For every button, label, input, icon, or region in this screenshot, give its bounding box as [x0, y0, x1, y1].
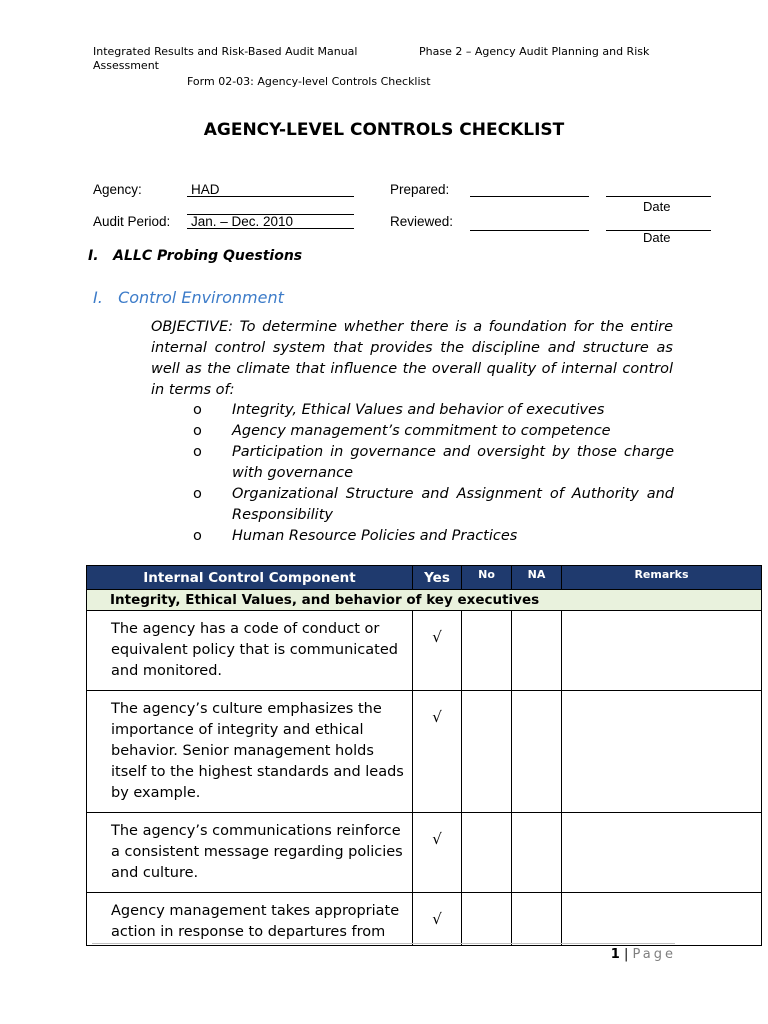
no-checkbox-cell[interactable]: [462, 611, 512, 691]
control-question: The agency’s culture emphasizes the importance of integrity and ethical behavior. Senior management holds itself to the highest standards and leads by example.: [87, 691, 413, 813]
bullet-marker: o: [193, 444, 202, 460]
bullet-marker: o: [193, 402, 202, 418]
footer-divider: [92, 943, 675, 944]
reviewed-label: Reviewed:: [390, 214, 454, 229]
list-item: [190, 421, 674, 442]
control-question: Agency management takes appropriate action in response to departures from: [87, 893, 413, 946]
reviewed-date-field: [606, 216, 711, 231]
na-checkbox-cell[interactable]: [512, 893, 562, 946]
na-checkbox-cell[interactable]: [512, 691, 562, 813]
bullet-marker: o: [193, 486, 202, 502]
prepared-signature-field: [470, 182, 589, 197]
header-form-title: Form 02-03: Agency-level Controls Checklist: [187, 75, 431, 88]
bullet-text: Agency management’s commitment to competence: [232, 423, 611, 439]
reviewed-signature-field: [470, 216, 589, 231]
table-row: [87, 611, 762, 691]
section-heading-control-environment: I. Control Environment: [93, 288, 284, 307]
objective-bullet-list: [190, 400, 674, 547]
list-item: [190, 484, 674, 526]
prepared-date-field: [606, 182, 711, 197]
yes-checkbox-cell[interactable]: √: [413, 611, 462, 691]
table-header-row: [87, 566, 762, 590]
bullet-text: Human Resource Policies and Practices: [232, 528, 518, 544]
na-checkbox-cell[interactable]: [512, 611, 562, 691]
column-header-remarks: Remarks: [562, 566, 762, 590]
remarks-cell[interactable]: [562, 893, 762, 946]
yes-checkbox-cell[interactable]: √: [413, 893, 462, 946]
remarks-cell[interactable]: [562, 611, 762, 691]
controls-checklist-table: [86, 565, 762, 946]
page-title: AGENCY-LEVEL CONTROLS CHECKLIST: [203, 120, 565, 140]
header-manual-title: Integrated Results and Risk-Based Audit Manual: [93, 45, 358, 58]
na-checkbox-cell[interactable]: [512, 813, 562, 893]
prepared-date-label: Date: [643, 199, 671, 214]
no-checkbox-cell[interactable]: [462, 893, 512, 946]
yes-checkbox-cell[interactable]: √: [413, 813, 462, 893]
bullet-marker: o: [193, 528, 202, 544]
column-header-component: Internal Control Component: [87, 566, 413, 590]
bullet-text: Organizational Structure and Assignment of Authority and Responsibility: [232, 486, 674, 523]
agency-field: HAD: [187, 182, 354, 197]
agency-field-underline: [187, 200, 354, 215]
objective-paragraph: OBJECTIVE: To determine whether there is a foundation for the entire internal control system that provides the discipline and structure as well as the climate that influence the overall quality of internal control in terms of:: [151, 319, 673, 398]
no-checkbox-cell[interactable]: [462, 813, 512, 893]
page-number: [611, 947, 676, 962]
list-item: [190, 526, 674, 547]
category-band-label: Integrity, Ethical Values, and behavior of key executives: [87, 590, 762, 611]
section-heading-probing-questions: I. ALLC Probing Questions: [88, 248, 303, 264]
agency-label: Agency:: [93, 182, 142, 197]
bullet-text: Participation in governance and oversight by those charge with governance: [232, 444, 674, 481]
page-word: Page: [632, 947, 676, 962]
audit-period-field: Jan. – Dec. 2010: [187, 214, 354, 229]
header-phase-title: Phase 2 – Agency Audit Planning and Risk: [419, 45, 650, 58]
header-manual-title-continued: Assessment: [93, 59, 159, 72]
list-item: [190, 400, 674, 421]
remarks-cell[interactable]: [562, 691, 762, 813]
bullet-marker: o: [193, 423, 202, 439]
table-row: [87, 813, 762, 893]
remarks-cell[interactable]: [562, 813, 762, 893]
table-row: [87, 893, 762, 946]
column-header-no: No: [462, 566, 512, 590]
page-number-separator: |: [623, 947, 629, 962]
table-row: [87, 691, 762, 813]
no-checkbox-cell[interactable]: [462, 691, 512, 813]
bullet-text: Integrity, Ethical Values and behavior of executives: [232, 402, 605, 418]
reviewed-date-label: Date: [643, 230, 671, 245]
yes-checkbox-cell[interactable]: √: [413, 691, 462, 813]
control-question: The agency’s communications reinforce a consistent message regarding policies and culture.: [87, 813, 413, 893]
column-header-na: NA: [512, 566, 562, 590]
list-item: [190, 442, 674, 484]
page-number-value: 1: [610, 947, 620, 962]
category-band-row: [87, 590, 762, 611]
audit-period-label: Audit Period:: [93, 214, 171, 229]
column-header-yes: Yes: [413, 566, 462, 590]
prepared-label: Prepared:: [390, 182, 450, 197]
control-question: The agency has a code of conduct or equivalent policy that is communicated and monitored.: [87, 611, 413, 691]
